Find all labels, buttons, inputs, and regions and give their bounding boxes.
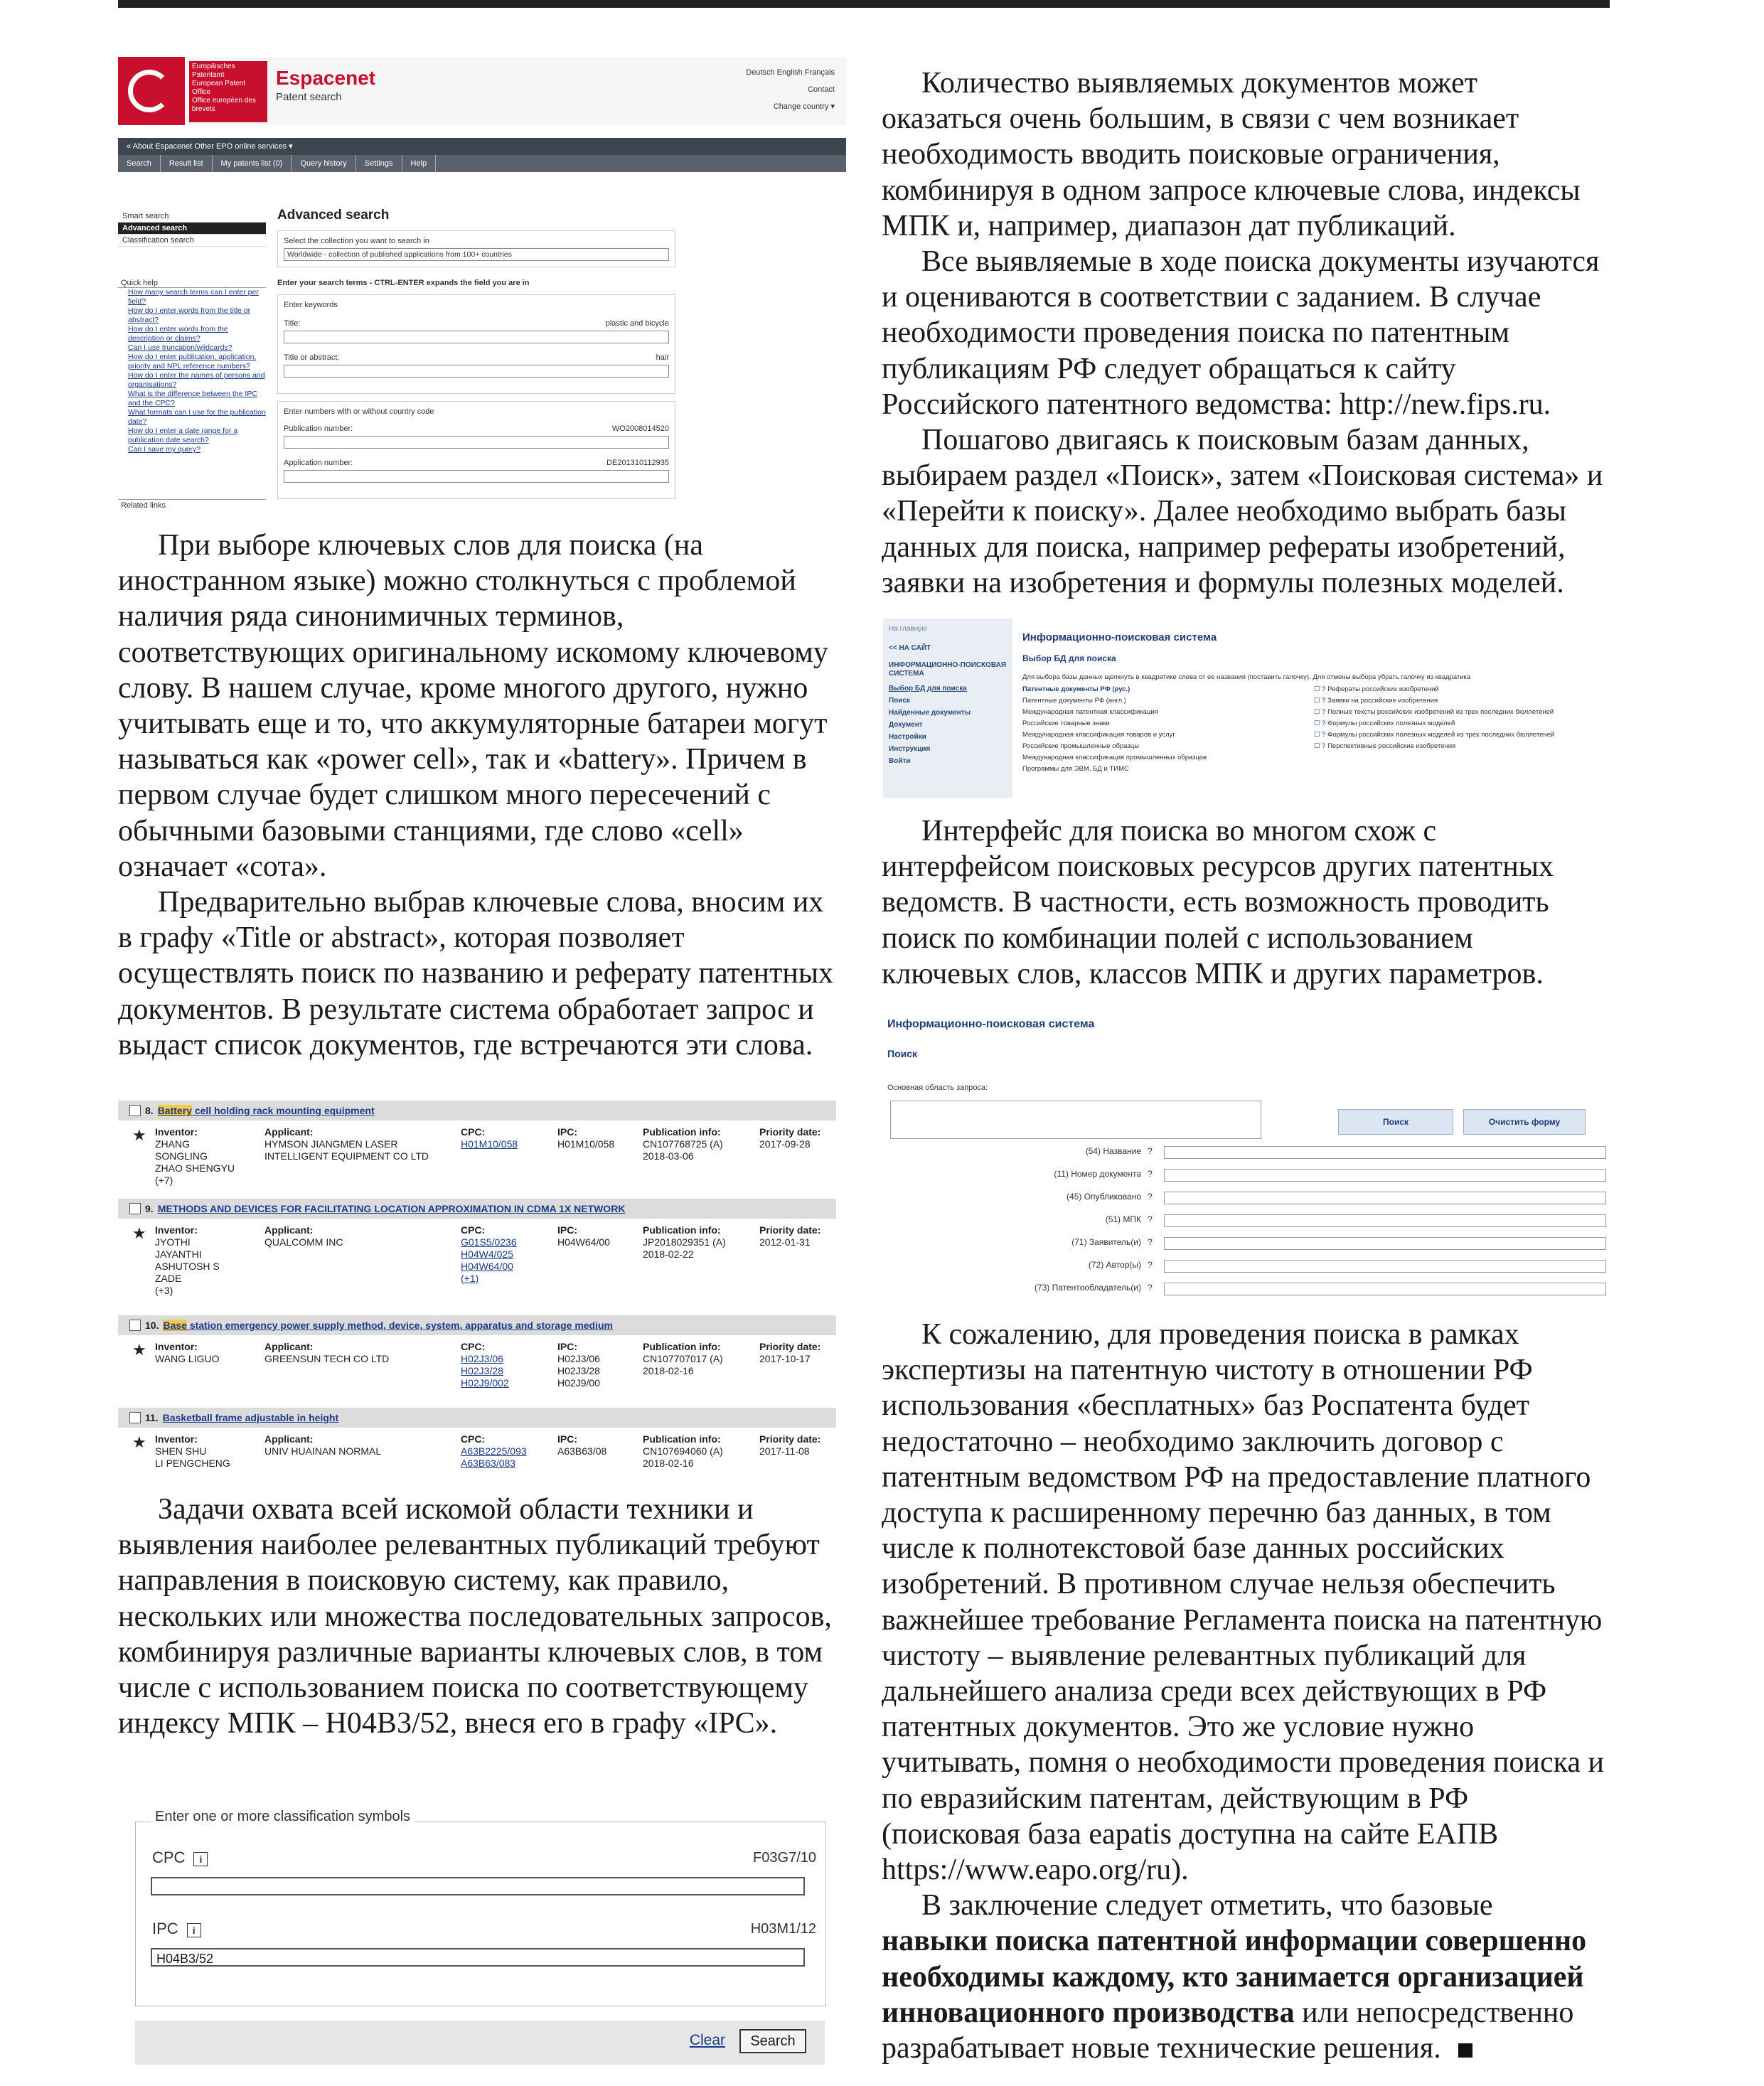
field-row [883,1258,1603,1274]
paragraph: Количество выявляемых документов может оказаться очень большим, в связи с чем возникает необходимость вводить поисковые ограничения, комбинируя в одном запросе ключевые слова, индексы МПК и, например, диапазон дат публикаций. [882,67,1581,242]
search-button[interactable]: Поиск [1338,1109,1453,1135]
field-label: (51) МПК [1105,1214,1141,1224]
result-pub-label: Publication info: [643,1341,721,1352]
result-inventor-label: Inventor: [155,1224,198,1236]
result-pub-value: JP2018029351 (A) 2018-02-22 [643,1236,726,1260]
field-input[interactable] [1164,1192,1606,1204]
result-title-row[interactable] [118,1315,836,1335]
languages[interactable]: Deutsch English Français [746,68,835,77]
result-prio-value: 2017-09-28 [759,1138,811,1150]
fips-hint: Для выбора базы данных щелкнуть в квадратике слева от ее названия (поставить галочку). Для отмены выбора убрать галочку из квадратика [1022,673,1471,681]
db-item[interactable]: Патентные документы РФ (англ.) [1022,697,1127,705]
help-link[interactable]: How do I enter publication, application, priority and NPL reference numbers? [128,353,257,370]
db-item[interactable]: Российские товарные знаки [1022,720,1110,727]
keywords-label: Enter keywords [284,301,338,309]
title-abstract-input[interactable] [284,365,669,378]
result-inventor-value: WANG LIGUO [155,1353,220,1364]
help-icon[interactable]: ? [1148,1214,1153,1224]
result-prio-label: Priority date: [759,1224,821,1236]
result-list-screenshot [118,1101,836,1482]
result-inventor-value: SHEN SHU LI PENGCHENG [155,1445,230,1469]
result-cpc-label: CPC: [461,1224,486,1236]
result-pub [643,1126,723,1162]
help-link[interactable]: Can I save my query? [128,445,201,454]
title-example: plastic and bicycle [605,319,669,328]
smart-search-link[interactable]: Smart search [118,210,266,223]
field-row [883,1190,1603,1206]
button-bar [135,2021,825,2065]
classification-legend: Enter one or more classification symbols [151,1809,415,1825]
keywords-box [277,294,675,394]
fips-title: Информационно-поисковая система [1022,631,1217,643]
help-link[interactable]: How do I enter a date range for a publication date search? [128,427,238,444]
ipc-example: H03M1/12 [750,1921,816,1937]
ipc-label [152,1920,201,1938]
page-title: Advanced search [277,208,390,223]
field-row [883,1236,1603,1251]
cpc-label [152,1849,208,1867]
result-pub [643,1224,726,1261]
result-details [118,1120,836,1199]
paragraph: Задачи охвата всей искомой области техники и выявления наиболее релевантных публикаций требуют направления в поисковую систему, как правило, нескольких или множества последовательных запросов, комбинируя различные варианты ключевых слов, в том числе с использованием поиска по соответствующему индексу МПК – H04B3/52, внеся его в графу «IPC». [118,1493,832,1740]
ipc-label-text: IPC [152,1920,178,1937]
advanced-search-form [277,208,846,499]
help-icon[interactable]: ? [1148,1192,1153,1202]
field-row [883,1145,1603,1160]
help-icon[interactable]: ? [1148,1283,1153,1293]
espacenet-screenshot [118,57,846,514]
fips-document-link[interactable]: Документ [889,721,923,729]
result-checkbox[interactable] [129,1320,141,1331]
title-abstract-label: Title or abstract: [284,353,340,362]
main-query-input[interactable] [890,1101,1261,1139]
result-applicant-value: QUALCOMM INC [264,1236,343,1248]
result-cpc [461,1341,509,1389]
collection-select[interactable]: Worldwide - collection of published applications from 100+ countries [284,248,669,261]
tab-help[interactable]: Help [402,155,437,172]
result-cpc-value[interactable]: H01M10/058 [461,1138,518,1150]
field-row [883,1281,1603,1297]
result-inventor-label: Inventor: [155,1341,198,1352]
result-applicant-value: HYMSON JIANGMEN LASER INTELLIGENT EQUIPMENT CO LTD [264,1138,429,1162]
clear-link[interactable]: Clear [689,2032,725,2048]
result-title-text: METHODS AND DEVICES FOR FACILITATING LOCATION APPROXIMATION IN CDMA 1X NETWORK [157,1203,626,1214]
result-checkbox[interactable] [129,1203,141,1214]
result-title-link[interactable] [163,1408,338,1428]
conclusion-start: В заключение следует отметить, что базовые [921,1889,1493,1922]
result-cpc-value[interactable]: A63B2225/093 A63B63/083 [461,1445,527,1469]
result-prio-label: Priority date: [759,1433,821,1445]
star-icon[interactable]: ★ [132,1224,146,1242]
cpc-input[interactable] [151,1877,805,1895]
result-ipc-value: A63B63/08 [557,1445,607,1457]
epo-logo [118,57,185,125]
fips-db-panel [1022,619,1603,775]
result-applicant [264,1126,429,1162]
result-prio-label: Priority date: [759,1341,821,1352]
publication-number-label: Publication number: [284,424,353,433]
result-title-text: station emergency power supply method, device, system, apparatus and storage medium [186,1320,613,1331]
db-item[interactable]: Международная патентная классификация [1022,708,1158,716]
field-input[interactable] [1164,1260,1606,1273]
result-number: 11. [145,1412,159,1423]
tab-my-patents[interactable]: My patents list (0) [213,155,292,172]
top-rule [118,0,1610,8]
star-icon[interactable]: ★ [132,1341,146,1359]
fips-subtitle: Выбор БД для поиска [1022,653,1116,663]
db-checkbox-item[interactable]: ☐ ? Рефераты российских изобретений [1314,684,1554,695]
right-text-2 [882,813,1604,992]
epo-org-name: Europäisches Patentamt European Patent Office Office européen des brevets [189,61,267,122]
result-ipc-label: IPC: [557,1341,577,1352]
right-text-1 [882,65,1604,601]
fips2-title: Информационно-поисковая система [887,1018,1095,1030]
db-checkbox-item[interactable]: ☐ ? Формулы российских полезных моделей из трех последних бюллетеней [1314,729,1554,741]
result-inventor [155,1126,235,1187]
clear-form-button[interactable]: Очистить форму [1463,1109,1586,1135]
result-pub-value: CN107768725 (A) 2018-03-06 [643,1138,723,1162]
result-title-link[interactable] [158,1199,626,1219]
field-input[interactable] [1164,1146,1606,1159]
result-prio [759,1224,820,1248]
result-ipc-value: H04W64/00 [557,1236,610,1248]
info-icon[interactable]: i [187,1923,201,1937]
help-icon[interactable]: ? [1148,1237,1153,1247]
help-link[interactable]: What is the difference between the IPC and the CPC? [128,390,257,407]
result-applicant-label: Applicant: [264,1433,314,1445]
conclusion-bold: навыки поиска патентной информации совершенно необходимы каждому, кто занимается организацией инновационного производства [882,1925,1587,2029]
tab-result-list[interactable]: Result list [161,155,213,172]
result-pub-label: Publication info: [643,1433,721,1445]
db-checkbox-item[interactable]: ☐ ? Полные тексты российских изобретений из трех последних бюллетеней [1314,707,1554,718]
highlighted-keyword: Battery [157,1105,192,1116]
espacenet-brand: Espacenet [276,67,376,89]
search-button[interactable]: Search [739,2029,806,2053]
result-title-link[interactable] [163,1315,613,1335]
result-ipc-label: IPC: [557,1224,577,1236]
paragraph: Пошагово двигаясь к поисковым базам данных, выбираем раздел «Поиск», затем «Поисковая система» и «Перейти к поиску». Далее необходимо выбрать базы данных для поиска, например рефераты изобретений, заявки на изобретения и формулы полезных моделей. [882,424,1603,599]
result-cpc-value[interactable]: G01S5/0236 H04W4/025 H04W64/00 (+1) [461,1236,517,1284]
field-label: (73) Патентообладатель(и) [1034,1283,1141,1293]
main-query-label: Основная область запроса: [887,1084,988,1092]
result-prio-value: 2017-10-17 [759,1353,811,1364]
result-number: 9. [145,1203,154,1214]
epo-logo-icon [128,70,171,112]
result-pub [643,1341,723,1377]
db-item[interactable]: Программы для ЭВМ, БД и ТИМС [1022,765,1129,773]
search-terms-label: Enter your search terms - CTRL-ENTER expands the field you are in [277,279,530,287]
application-number-label: Application number: [284,459,353,467]
result-inventor [155,1341,220,1365]
help-link[interactable]: How do I enter words from the description or claims? [128,325,228,343]
db-item[interactable]: Международная классификация товаров и услуг [1022,731,1175,739]
fips-system-link[interactable]: ИНФОРМАЦИОННО-ПОИСКОВАЯ СИСТЕМА [889,661,1007,678]
result-applicant [264,1224,343,1248]
field-input[interactable] [1164,1214,1606,1227]
result-inventor [155,1224,220,1297]
result-pub-label: Publication info: [643,1224,721,1236]
result-title-text: cell holding rack mounting equipment [191,1105,375,1116]
result-checkbox[interactable] [129,1412,141,1423]
left-text-2 [118,1492,836,1741]
fips-home-link[interactable]: На главную [889,625,927,633]
field-label: (11) Номер документа [1054,1169,1141,1179]
change-country-link[interactable]: Change country ▾ [773,102,835,111]
db-item[interactable]: Российские промышленные образцы [1022,742,1140,750]
espacenet-header [118,57,846,125]
title-label: Title: [284,319,301,328]
result-ipc-label: IPC: [557,1433,577,1445]
quick-help-title[interactable]: Quick help [118,279,266,288]
result-ipc [557,1341,600,1389]
db-item[interactable]: Международная классификация промышленных образцов [1022,754,1207,761]
result-pub-label: Publication info: [643,1126,721,1138]
star-icon[interactable]: ★ [132,1433,146,1451]
fips-right-list [1314,684,1554,775]
result-inventor [155,1433,230,1470]
result-pub [643,1433,723,1470]
related-links[interactable]: Related links [118,499,266,511]
numbers-label: Enter numbers with or without country code [284,407,434,416]
result-number: 8. [145,1105,154,1116]
result-cpc [461,1126,518,1150]
title-input[interactable] [284,331,669,343]
star-icon[interactable]: ★ [132,1126,146,1144]
result-prio-value: 2012-01-31 [759,1236,811,1248]
db-checkbox-item[interactable]: ☐ ? Заявки на российские изобретения [1314,695,1554,707]
fips2-subtitle: Поиск [887,1048,918,1059]
field-row [883,1167,1603,1183]
fips-login-link[interactable]: Войти [889,757,911,765]
result-applicant-value: GREENSUN TECH CO LTD [264,1353,390,1364]
fips-db-select-screenshot [883,619,1603,798]
application-number-example: DE201310112935 [606,459,669,467]
info-icon[interactable]: i [193,1852,208,1866]
help-icon[interactable]: ? [1148,1260,1153,1270]
result-title-link[interactable] [158,1101,375,1120]
classification-screenshot [135,1809,832,2086]
result-title-row[interactable] [118,1199,836,1219]
application-number-input[interactable] [284,470,669,483]
espacenet-subtitle: Patent search [276,91,342,103]
cpc-label-text: CPC [152,1849,186,1866]
fips-search-link[interactable]: Поиск [889,697,911,705]
tab-settings[interactable]: Settings [356,155,402,172]
help-link[interactable]: Can I use truncation/wildcards? [128,343,232,352]
result-number: 10. [145,1320,159,1331]
search-type-menu [118,210,266,247]
collection-box [277,230,675,267]
field-row [883,1213,1603,1229]
db-item[interactable]: Патентные документы РФ (рус.) [1022,685,1130,693]
field-input[interactable] [1164,1237,1606,1250]
help-link[interactable]: How many search terms can I enter per field? [128,288,259,306]
paragraph: Интерфейс для поиска во многом схож с интерфейсом поисковых ресурсов других патентных ведомств. В частности, есть возможность проводить поиск по комбинации полей с использованием ключевых слов, классов МПК и других параметров. [882,815,1554,990]
tab-bar [118,155,846,172]
fips-sidebar [883,619,1012,798]
fips-db-lists [1022,684,1603,775]
db-checkbox-item[interactable]: ☐ ? Формулы российских полезных моделей [1314,718,1554,729]
tab-query-history[interactable]: Query history [292,155,356,172]
ipc-input[interactable]: H04B3/52 [151,1948,805,1967]
result-inventor-label: Inventor: [155,1433,198,1445]
field-label: (45) Опубликовано [1067,1192,1141,1202]
result-applicant [264,1341,389,1365]
result-inventor-label: Inventor: [155,1126,198,1138]
quick-help [118,279,266,454]
help-link[interactable]: What formats can I use for the publication date? [128,408,266,426]
help-link[interactable]: How do I enter words from the title or abstract? [128,306,251,324]
result-pub-value: CN107707017 (A) 2018-02-16 [643,1353,723,1376]
result-cpc-label: CPC: [461,1341,486,1352]
result-prio-label: Priority date: [759,1126,821,1138]
field-label: (71) Заявитель(и) [1071,1237,1141,1247]
classification-frame [135,1822,826,2006]
right-text-3 [882,1317,1604,2066]
fips-left-list [1022,684,1314,775]
result-applicant [264,1433,381,1457]
fips-search-screenshot [883,1018,1603,1303]
result-applicant-label: Applicant: [264,1341,314,1352]
fips-manual-link[interactable]: Инструкция [889,745,931,753]
paragraph: При выборе ключевых слов для поиска (на иностранном языке) можно столкнуться с проблемой наличия ряда синонимичных терминов, соответствующих оригинальному искомому ключевому слову. В нашем случае, кроме многого другого, нужно учитывать еще и то, что аккумуляторные батареи могут называться как «power cell», так и «battery». Причем в первом случае будет слишком много пересечений с обычными базовыми станциями, где слово «cell» означает «сота». [118,529,828,883]
classification-search-link[interactable]: Classification search [118,235,266,247]
result-cpc [461,1224,517,1285]
contact-link[interactable]: Contact [808,85,835,94]
conclusion-end: или непосредственно разрабатывает новые технические решения. [882,1996,1574,2065]
paragraph: Предварительно выбрав ключевые слова, вносим их в графу «Title or abstract», которая позволяет осуществлять поиск по названию и реферату патентных документов. В результате система обработает запрос и выдаст список документов, где встречаются эти слова. [118,886,834,1061]
field-input[interactable] [1164,1283,1606,1295]
result-applicant-value: UNIV HUAINAN NORMAL [264,1445,382,1457]
result-prio [759,1433,820,1457]
result-title-text: Basketball frame adjustable in height [162,1412,339,1423]
left-text-1 [118,528,836,1063]
result-applicant-label: Applicant: [264,1224,314,1236]
publication-number-example: WO2008014520 [611,424,669,433]
result-checkbox[interactable] [129,1105,141,1116]
result-prio-value: 2017-11-08 [759,1445,810,1457]
result-applicant-label: Applicant: [264,1126,314,1138]
result-inventor-value: JYOTHI JAYANTHI ASHUTOSH S ZADE (+3) [155,1236,220,1296]
help-link[interactable]: How do I enter the names of persons and organisations? [128,371,265,389]
result-details [118,1335,836,1408]
tab-search[interactable]: Search [118,155,161,172]
result-cpc-label: CPC: [461,1126,486,1138]
result-prio [759,1341,820,1365]
field-label: (54) Название [1085,1146,1141,1156]
result-title-row[interactable] [118,1101,836,1120]
fips-found-link[interactable]: Найденные документы [889,709,971,717]
fips-settings-link[interactable]: Настройки [889,733,926,741]
highlighted-keyword: Base [163,1320,187,1331]
result-prio [759,1126,820,1150]
end-mark-icon [1458,2043,1472,2058]
field-label: (72) Автор(ы) [1088,1260,1141,1270]
numbers-box [277,401,675,499]
result-ipc-value: H01M10/058 [557,1138,615,1150]
field-input[interactable] [1164,1169,1606,1182]
result-ipc [557,1224,610,1248]
help-icon[interactable]: ? [1148,1146,1153,1156]
paragraph: К сожалению, для проведения поиска в рамках экспертизы на патентную чистоту в отношении РФ использования «бесплатных» баз Роспатента будет недостаточно – необходимо заключить договор с патентным ведомством РФ на предоставление платного доступа к расширенному перечню баз данных, в том числе к полнотекстовой базе данных российских изобретений. В противном случае нельзя обеспечить важнейшее требование Регламента поиска на патентную чистоту – выявление релевантных публикаций для дальнейшего анализа среди всех действующих в РФ патентных документов. Это же условие нужно учитывать, помня о необходимости проведения поиска и по евразийским патентам, действующим в РФ (поисковая база eapatis доступна на сайте ЕАПВ https://www.eapo.org/ru). [882,1318,1604,1887]
result-pub-value: CN107694060 (A) 2018-02-16 [643,1445,723,1469]
result-cpc-value[interactable]: H02J3/06 H02J3/28 H02J9/002 [461,1353,509,1389]
fips-back-link[interactable]: << НА САЙТ [889,644,931,652]
result-cpc-label: CPC: [461,1433,486,1445]
title-abstract-example: hair [656,353,669,362]
result-title-row[interactable] [118,1408,836,1428]
result-ipc [557,1126,614,1150]
fips-dbselect-link[interactable]: Выбор БД для поиска [889,685,967,692]
result-ipc-label: IPC: [557,1126,577,1138]
services-bar[interactable]: « About Espacenet Other EPO online services ▾ [118,138,846,155]
paragraph: Все выявляемые в ходе поиска документы изучаются и оцениваются в соответствии с заданием. В случае необходимости проведения поиска по патентным публикациям РФ следует обращаться к сайту Российского патентного ведомства: http://new.fips.ru. [882,245,1600,421]
collection-label: Select the collection you want to search in [284,237,429,245]
db-checkbox-item[interactable]: ☐ ? Перспективные российские изобретения [1314,741,1554,752]
cpc-example: F03G7/10 [753,1850,816,1866]
result-details [118,1219,836,1315]
language-links[interactable] [746,64,835,115]
result-ipc-value: H02J3/06 H02J3/28 H02J9/00 [557,1353,600,1389]
paragraph [882,1888,1604,2066]
advanced-search-link[interactable]: Advanced search [118,223,266,235]
result-cpc [461,1433,527,1470]
publication-number-input[interactable] [284,436,669,449]
result-ipc [557,1433,606,1457]
help-icon[interactable]: ? [1148,1169,1153,1179]
result-inventor-value: ZHANG SONGLING ZHAO SHENGYU (+7) [155,1138,235,1186]
